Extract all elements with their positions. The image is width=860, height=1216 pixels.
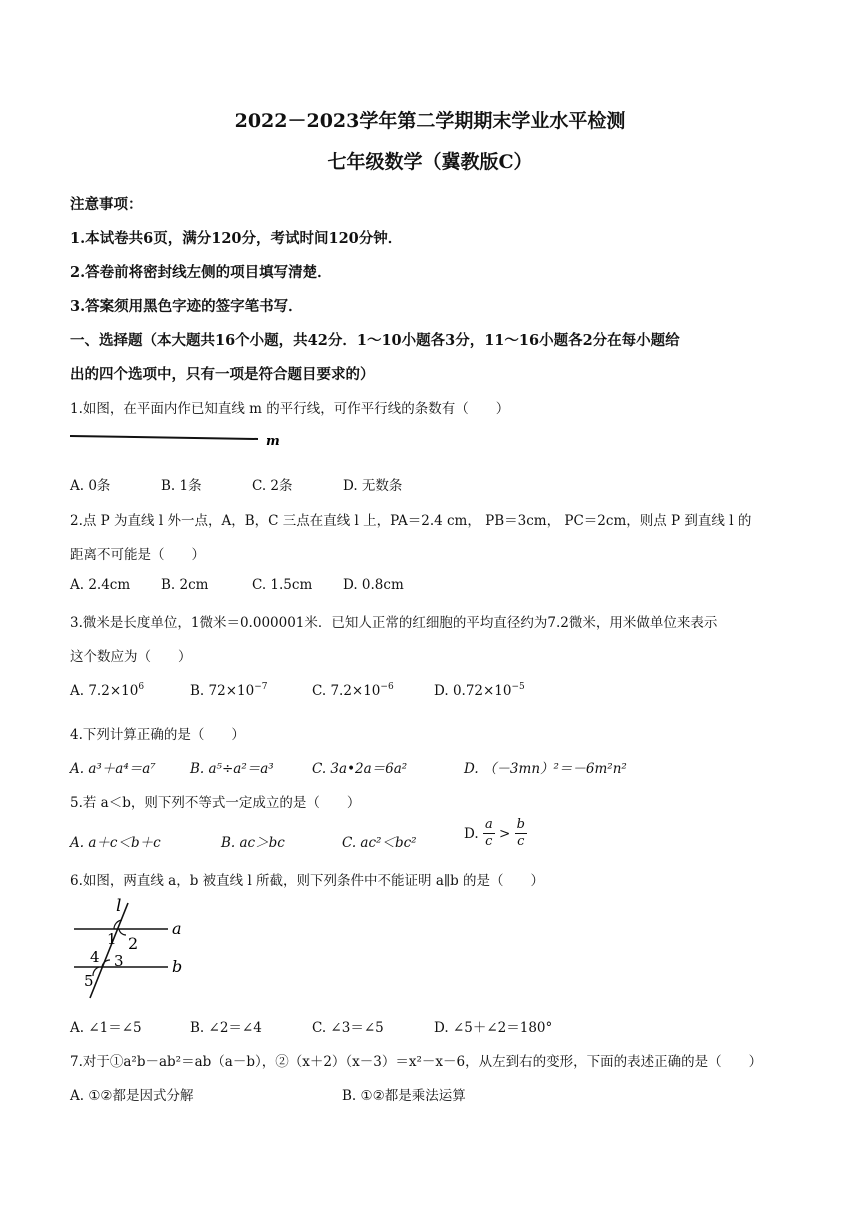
q6-angle-5: 5 xyxy=(84,972,94,990)
note-item: 1.本试卷共6页，满分120分，考试时间120分钟． xyxy=(70,230,403,247)
q5-option-d[interactable]: D. $\frac{a}{c}$ > $\frac{b}{c}$ xyxy=(464,817,525,849)
q1-option-b[interactable]: B. 1条 xyxy=(161,478,202,494)
q6-label-l: l xyxy=(116,898,122,916)
question-2-text-cont: 距离不可能是（ ） xyxy=(70,547,205,563)
exam-title: 2022－2023学年第二学期期末学业水平检测 xyxy=(234,110,626,132)
q4-option-c[interactable]: C. 3a•2a＝6a² xyxy=(312,761,408,777)
q6-angle-4: 4 xyxy=(90,948,100,966)
q6-angle-2: 2 xyxy=(128,934,139,953)
section-heading: 一、选择题（本大题共16个小题，共42分．1～10小题各3分，11～16小题各2分在每小题给 xyxy=(70,332,680,349)
question-3-text: 3.微米是长度单位，1微米＝0.000001米．已知人正常的红细胞的平均直径约为7.2微米，用米做单位来表示 xyxy=(70,615,718,631)
q6-option-d[interactable]: D. ∠5＋∠2＝180° xyxy=(434,1020,553,1036)
q6-angle-1: 1 xyxy=(107,930,117,948)
q1-option-a[interactable]: A. 0条 xyxy=(70,478,111,494)
q2-option-c[interactable]: C. 1.5cm xyxy=(252,577,313,593)
q6-angle-3: 3 xyxy=(114,952,124,970)
q7-option-b[interactable]: B. ①②都是乘法运算 xyxy=(342,1088,466,1104)
q4-option-b[interactable]: B. a⁵÷a²＝a³ xyxy=(190,761,274,777)
question-1-text: 1.如图，在平面内作已知直线 m 的平行线，可作平行线的条数有（ ） xyxy=(70,401,510,417)
notes-heading: 注意事项： xyxy=(70,196,143,213)
exam-subtitle: 七年级数学（冀教版C） xyxy=(327,151,533,173)
q4-option-a[interactable]: A. a³＋a⁴＝a⁷ xyxy=(70,761,156,777)
q1-option-d[interactable]: D. 无数条 xyxy=(343,478,403,494)
question-2-text: 2.点 P 为直线 l 外一点，A，B，C 三点在直线 l 上，PA＝2.4 cm， PB＝3cm， PC＝2cm，则点 P 到直线 l 的 xyxy=(70,513,752,529)
question-6-text: 6.如图，两直线 a，b 被直线 l 所截，则下列条件中不能证明 a∥b 的是（ ） xyxy=(70,873,545,889)
q5-option-a[interactable]: A. a＋c＜b＋c xyxy=(70,835,161,851)
q3-option-d[interactable]: D. $0.72\times 10^{-5}$ xyxy=(434,682,525,699)
q3-option-a[interactable]: A. $7.2\times 10^6$ xyxy=(70,682,145,699)
q3-option-c[interactable]: C. $7.2\times 10^{-6}$ xyxy=(312,682,394,699)
note-item: 3.答案须用黑色字迹的签字笔书写． xyxy=(70,298,303,315)
q6-label-b: b xyxy=(172,957,183,976)
q5-option-b[interactable]: B. ac＞bc xyxy=(221,835,285,851)
q5-fraction-left: $\frac{a}{c}$ xyxy=(484,817,493,849)
q3-option-b[interactable]: B. $72\times 10^{-7}$ xyxy=(190,682,268,699)
question-5-text: 5.若 a＜b，则下列不等式一定成立的是（ ） xyxy=(70,795,361,811)
q6-label-a: a xyxy=(172,919,182,938)
question-4-text: 4.下列计算正确的是（ ） xyxy=(70,727,245,743)
q4-option-d[interactable]: D. （－3mn）²＝－6m²n² xyxy=(464,761,627,777)
section-heading-cont: 出的四个选项中，只有一项是符合题目要求的） xyxy=(70,366,375,383)
q1-option-c[interactable]: C. 2条 xyxy=(252,478,293,494)
q6-option-b[interactable]: B. ∠2＝∠4 xyxy=(190,1020,262,1036)
q1-line-figure xyxy=(68,428,288,450)
q2-option-a[interactable]: A. 2.4cm xyxy=(70,577,131,593)
q2-option-b[interactable]: B. 2cm xyxy=(161,577,209,593)
question-7-text: 7.对于①a²b－ab²＝ab（a－b），②（x＋2）（x－3）＝x²－x－6，从左到右的变形，下面的表述正确的是（ ） xyxy=(70,1054,763,1070)
q6-option-c[interactable]: C. ∠3＝∠5 xyxy=(312,1020,384,1036)
q5-option-c[interactable]: C. ac²＜bc² xyxy=(342,835,417,851)
q6-option-a[interactable]: A. ∠1＝∠5 xyxy=(70,1020,142,1036)
q2-option-d[interactable]: D. 0.8cm xyxy=(343,577,404,593)
question-3-text-cont: 这个数应为（ ） xyxy=(70,649,192,665)
note-item: 2.答卷前将密封线左侧的项目填写清楚． xyxy=(70,264,332,281)
q5-fraction-right: $\frac{b}{c}$ xyxy=(516,817,525,849)
q1-line-label: m xyxy=(266,434,280,449)
q6-parallel-lines-figure xyxy=(70,898,190,1002)
q7-option-a[interactable]: A. ①②都是因式分解 xyxy=(70,1088,194,1104)
